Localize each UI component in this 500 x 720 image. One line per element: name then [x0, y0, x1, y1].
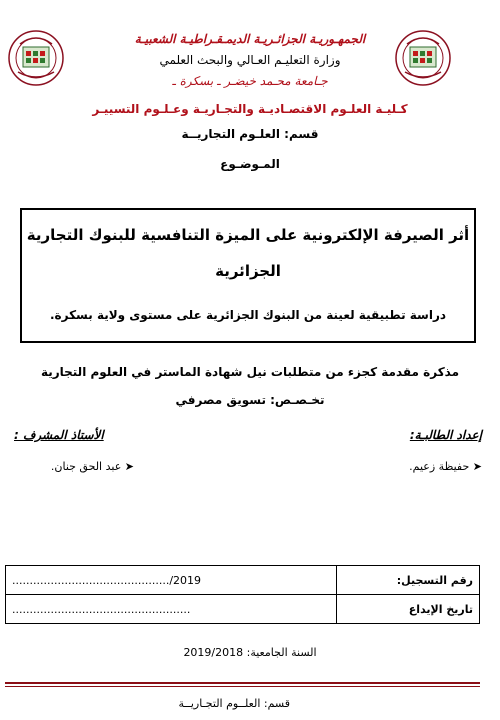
thesis-subtitle: دراسة تطبيقية لعينة من البنوك الجزائرية على مستوى ولاية بسكرة.: [49, 308, 447, 322]
title-box: [20, 208, 476, 343]
reg-number-value: ............................................./2019: [6, 566, 337, 595]
arrow-bullet-icon: ➤: [469, 460, 482, 473]
header-ministry: وزارة التعليـم العـالي والبحث العلمي: [159, 53, 341, 67]
supervisor-name: عبد الحق جنان.: [50, 460, 122, 473]
deposit-date-value: ...................................................: [6, 595, 337, 624]
registration-table: [5, 565, 480, 624]
student-label: إعداد الطالبـة:: [409, 428, 482, 442]
supervisor-label: الأستاذ المشرف :: [14, 428, 104, 442]
thesis-specialization: تخـصـص: تسويق مصرفي: [175, 393, 325, 407]
supervisor-entry: [14, 460, 134, 473]
thesis-title-line1: أثر الصيرفة الإلكترونية على الميزة التنافسية للبنوك التجارية: [26, 226, 470, 244]
table-row: [6, 595, 480, 624]
academic-year: السنة الجامعية: 2019/2018: [183, 646, 317, 659]
header-republic: الجمهـوريـة الجزائـريـة الديمـقـراطيـة الشعبيـة: [134, 32, 366, 46]
thesis-description: مذكرة مقدمة كجزء من متطلبات نيل شهادة الماستر في العلوم التجارية: [40, 365, 460, 379]
deposit-date-label: تاريخ الإيداع: [337, 595, 480, 624]
footer-rule-thin: [5, 686, 480, 687]
reg-number-label: رقم التسجيل:: [337, 566, 480, 595]
footer-rule-thick: [5, 682, 480, 684]
table-row: [6, 566, 480, 595]
student-name: حفيظة زعيم.: [409, 460, 470, 473]
thesis-title-line2: الجزائرية: [215, 262, 281, 280]
header-university: جـامعة محـمد خيضـر ـ بسكرة ـ: [172, 74, 328, 88]
header-department: قسم: العلـوم التجاريــة: [181, 127, 319, 141]
footer-department: قسم: العلــوم التجـاريــة: [178, 697, 290, 710]
student-entry: [409, 460, 482, 473]
header-subject: المـوضـوع: [220, 157, 280, 171]
arrow-bullet-icon: ➤: [121, 460, 134, 473]
header-faculty: كـليـة العلـوم الاقتصـاديـة والتجـاريـة وعـلـوم التسييـر: [92, 102, 408, 116]
